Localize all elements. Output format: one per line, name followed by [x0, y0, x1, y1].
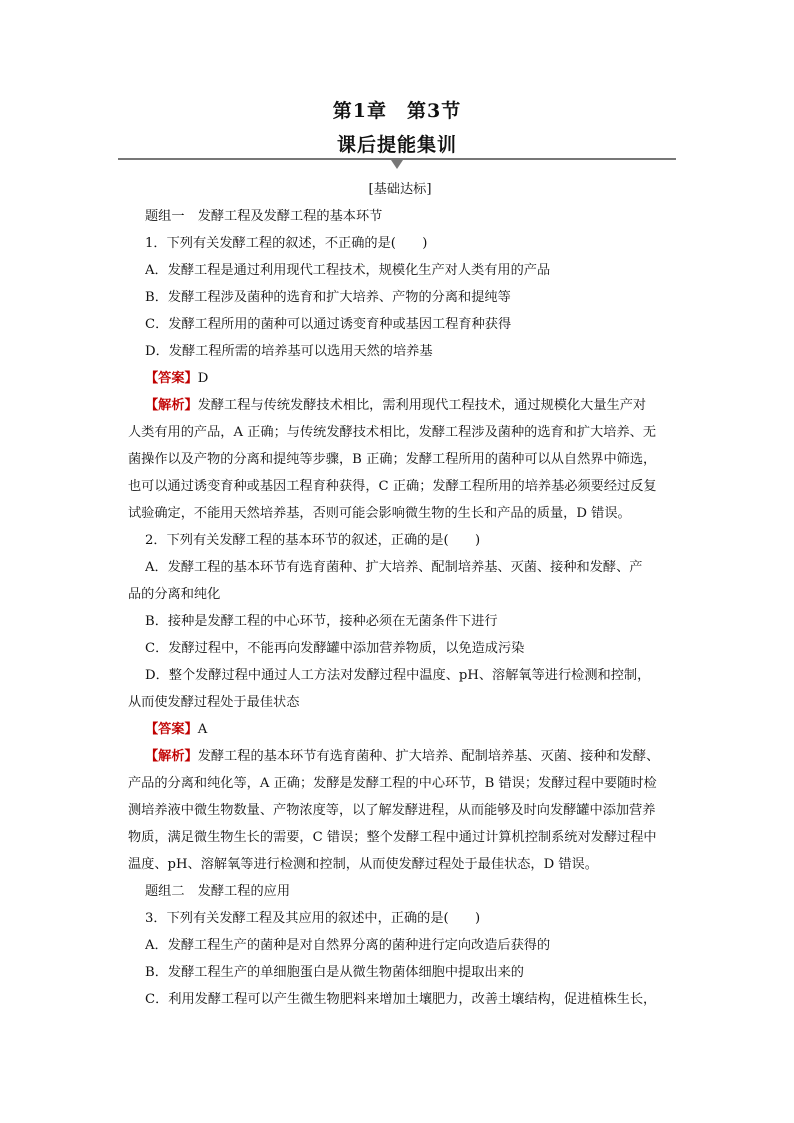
- question-1-analysis-line-2: 人类有用的产品，A 正确；与传统发酵技术相比，发酵工程涉及菌种的选育和扩大培养、无: [128, 425, 657, 440]
- question-2-analysis-line-3: 测培养液中微生物数量、产物浓度等，以了解发酵进程，从而能够及时向发酵罐中添加营养: [128, 803, 656, 818]
- question-3-option-b: B．发酵工程生产的单细胞蛋白是从微生物菌体细胞中提取出来的: [145, 965, 524, 980]
- analysis-text: 发酵工程的基本环节有选育菌种、扩大培养、配制培养基、灭菌、接种和发酵、: [197, 749, 660, 764]
- question-2-analysis-line-1: [145, 743, 680, 770]
- question-2-option-a-line-1: A．发酵工程的基本环节有选育菌种、扩大培养、配制培养基、灭菌、接种和发酵、产: [145, 560, 643, 575]
- answer-value: A: [197, 722, 208, 737]
- question-2-analysis-line-4: 物质，满足微生物生长的需要，C 错误；整个发酵工程中通过计算机控制系统对发酵过程中: [128, 830, 657, 845]
- answer-label: 【答案】: [145, 722, 198, 737]
- question-1-answer: [145, 365, 680, 392]
- analysis-text: 发酵工程与传统发酵技术相比，需利用现代工程技术，通过规模化大量生产对: [197, 398, 647, 413]
- question-1-option-a: A．发酵工程是通过利用现代工程技术，规模化生产对人类有用的产品: [145, 263, 551, 278]
- analysis-label: 【解析】: [145, 749, 198, 764]
- question-2-option-d-line-2: 从而使发酵过程处于最佳状态: [128, 695, 300, 710]
- question-1-stem: 1．下列有关发酵工程的叙述，不正确的是( ): [145, 236, 428, 251]
- question-1-analysis-line-4: 也可以通过诱变育种或基因工程育种获得，C 正确；发酵工程所用的培养基必须要经过反复: [128, 479, 657, 494]
- question-1-analysis-line-5: 试验确定，不能用天然培养基，否则可能会影响微生物的生长和产品的质量，D 错误。: [128, 506, 631, 521]
- question-2-answer: [145, 716, 680, 743]
- page-subtitle: 课后提能集训: [336, 134, 457, 156]
- answer-value: D: [197, 371, 209, 386]
- analysis-label: 【解析】: [145, 398, 198, 413]
- question-2-option-a-line-2: 品的分离和纯化: [128, 587, 221, 602]
- question-3-option-a: A．发酵工程生产的菌种是对自然界分离的菌种进行定向改造后获得的: [145, 938, 551, 953]
- question-2-analysis-line-5: 温度、pH、溶解氧等进行检测和控制，从而使发酵过程处于最佳状态，D 错误。: [128, 857, 598, 872]
- section-tag: [基础达标]: [368, 182, 432, 197]
- question-3-option-c: C．利用发酵工程可以产生微生物肥料来增加土壤肥力，改善土壤结构，促进植株生长，: [145, 992, 657, 1007]
- question-1-option-d: D．发酵工程所需的培养基可以选用天然的培养基: [145, 344, 433, 359]
- question-2-option-d-line-1: D．整个发酵过程中通过人工方法对发酵过程中温度、pH、溶解氧等进行检测和控制，: [145, 668, 651, 683]
- question-1-option-b: B．发酵工程涉及菌种的选育和扩大培养、产物的分离和提纯等: [145, 290, 511, 305]
- question-1-analysis-line-3: 菌操作以及产物的分离和提纯等步骤，B 正确；发酵工程所用的菌种可以从自然界中筛选，: [128, 452, 657, 467]
- question-3-stem: 3．下列有关发酵工程及其应用的叙述中，正确的是( ): [145, 911, 481, 926]
- question-2-option-b: B．接种是发酵工程的中心环节，接种必须在无菌条件下进行: [145, 614, 498, 629]
- question-2-analysis-line-2: 产品的分离和纯化等，A 正确；发酵是发酵工程的中心环节，B 错误；发酵过程中要随时检: [128, 776, 657, 791]
- chapter-title: 第1章 第3节: [332, 100, 462, 122]
- header-rule: [118, 158, 676, 160]
- rule-triangle-marker: [391, 160, 403, 169]
- document-header: [118, 96, 676, 160]
- question-1-analysis-line-1: [145, 392, 680, 419]
- answer-label: 【答案】: [145, 371, 198, 386]
- group-title-1: 题组一 发酵工程及发酵工程的基本环节: [145, 209, 383, 224]
- document-body: [128, 176, 680, 1013]
- question-1-option-c: C．发酵工程所用的菌种可以通过诱变育种或基因工程育种获得: [145, 317, 512, 332]
- group-title-2: 题组二 发酵工程的应用: [145, 884, 291, 899]
- question-2-option-c: C．发酵过程中，不能再向发酵罐中添加营养物质，以免造成污染: [145, 641, 525, 656]
- question-2-stem: 2．下列有关发酵工程的基本环节的叙述，正确的是( ): [145, 533, 481, 548]
